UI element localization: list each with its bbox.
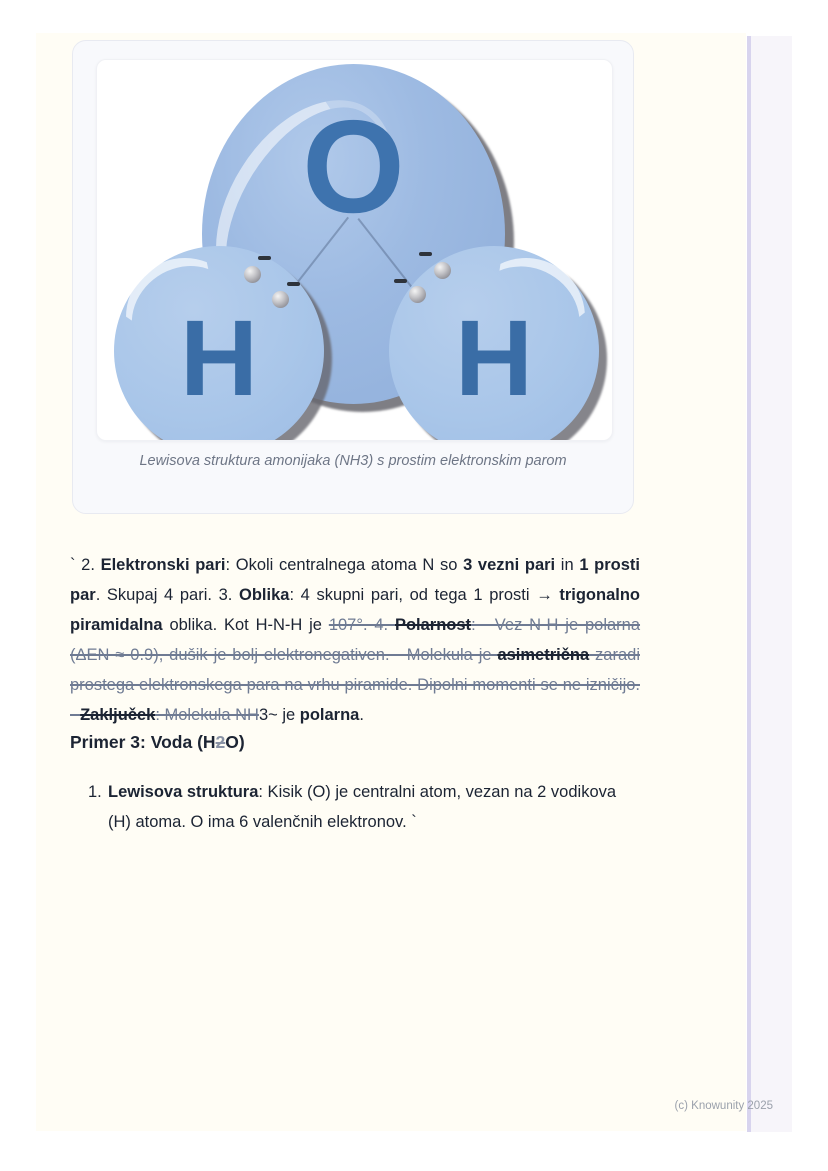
minus-charge-icon <box>258 256 271 260</box>
electron-icon <box>244 266 261 283</box>
document-page <box>36 33 746 1131</box>
hydrogen-label: H <box>455 297 533 418</box>
molecule-illustration <box>96 59 613 441</box>
electron-icon <box>409 286 426 303</box>
electron-icon <box>272 291 289 308</box>
minus-charge-icon <box>394 279 407 283</box>
figure-card <box>72 40 634 514</box>
minus-charge-icon <box>287 282 300 286</box>
heading-primer-3: Primer 3: Voda (H2O) <box>70 732 245 752</box>
copyright-notice: (c) Knowunity 2025 <box>674 1100 773 1112</box>
vertical-divider[interactable] <box>747 36 751 1132</box>
ordered-list-item <box>88 777 640 837</box>
minus-charge-icon <box>419 252 432 256</box>
list-item-text: Lewisova struktura: Kisik (O) je centralni atom, vezan na 2 vodikova (H) atoma. O ima 6 valenčnih elektronov. ` <box>108 783 617 831</box>
side-gutter <box>751 36 792 1132</box>
list-item-number: 1. <box>88 783 102 801</box>
electron-icon <box>434 262 451 279</box>
oxygen-label: O <box>302 93 405 240</box>
hydrogen-label: H <box>180 297 258 418</box>
hydrogen-atom-left <box>114 246 324 441</box>
hydrogen-atom-right <box>389 246 599 441</box>
figure-caption: Lewisova struktura amonijaka (NH3) s prostim elektronskim parom <box>139 453 567 469</box>
paragraph-electron-pairs: ` 2. Elektronski pari: Okoli centralnega atoma N so 3 vezni pari in 1 prosti par. Skupaj 4 pari. 3. Oblika: 4 skupni pari, od tega 1 prosti → trigonalno piramidalna oblika. Kot H-N-H je 107°. 4. Polarnost: - Vez N-H je polarna (ΔEN ≈ 0.9), dušik je bolj elektronegativen. - Molekula je asimetrična zaradi prostega elektronskega para na vrhu piramide. Dipolni momenti se ne izničijo. - Zaključek: Molekula NH3~ je polarna. <box>70 556 641 724</box>
